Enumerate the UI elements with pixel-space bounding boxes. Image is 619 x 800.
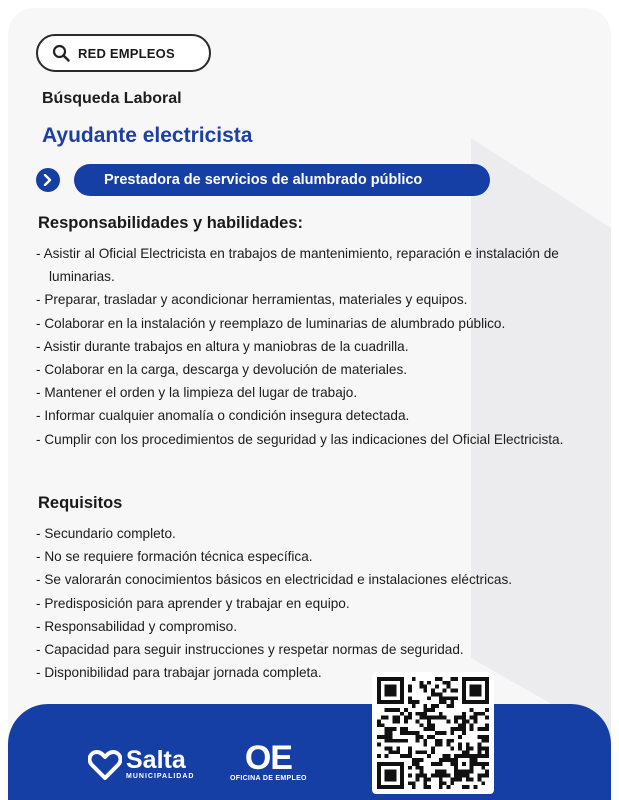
list-item: - Colaborar en la instalación y reemplazo de luminarias de alumbrado público. [36,312,606,335]
search-icon [52,44,70,62]
list-item: - Preparar, trasladar y acondicionar herramientas, materiales y equipos. [36,288,606,311]
qr-code-icon [377,677,489,789]
footer-band [8,704,611,800]
job-posting-card [8,8,611,800]
requirements-list [36,522,606,684]
list-item: - Colaborar en la carga, descarga y devolución de materiales. [36,358,606,381]
chevron-button[interactable] [36,168,60,192]
list-item: - Capacidad para seguir instrucciones y respetar normas de seguridad. [36,638,606,661]
oe-sub: OFICINA DE EMPLEO [230,775,307,782]
company-row [36,164,490,196]
salta-logo [88,747,194,780]
requirements-title: Requisitos [38,494,123,512]
oe-letters: OE [244,739,292,777]
subtitle: Búsqueda Laboral [42,90,182,107]
salta-sub: MUNICIPALIDAD [126,773,195,780]
list-item: - Informar cualquier anomalía o condición insegura detectada. [36,404,606,427]
list-item: - Asistir al Oficial Electricista en trabajos de mantenimiento, reparación e instalación de luminarias. [36,242,606,288]
list-item: - Mantener el orden y la limpieza del lugar de trabajo. [36,381,606,404]
list-item: - Cumplir con los procedimientos de seguridad y las indicaciones del Oficial Electricista. [36,428,606,451]
chevron-right-icon [43,174,53,186]
job-title: Ayudante electricista [42,124,253,147]
search-label: RED EMPLEOS [78,45,175,61]
list-item: - Secundario completo. [36,522,606,545]
oe-logo [230,741,307,782]
search-pill[interactable] [36,34,211,72]
responsibilities-list [36,242,606,451]
salta-name: Salta [126,746,186,774]
list-item: - Predisposición para aprender y trabajar en equipo. [36,592,606,615]
list-item: - Responsabilidad y compromiso. [36,615,606,638]
qr-code[interactable] [372,672,494,794]
list-item: - Disponibilidad para trabajar jornada completa. [36,661,606,684]
list-item: - Asistir durante trabajos en altura y maniobras de la cuadrilla. [36,335,606,358]
heart-icon [88,750,122,780]
responsibilities-title: Responsabilidades y habilidades: [38,214,303,232]
list-item: - No se requiere formación técnica específica. [36,545,606,568]
company-badge: Prestadora de servicios de alumbrado público [74,164,490,196]
list-item: - Se valorarán conocimientos básicos en electricidad e instalaciones eléctricas. [36,568,606,591]
